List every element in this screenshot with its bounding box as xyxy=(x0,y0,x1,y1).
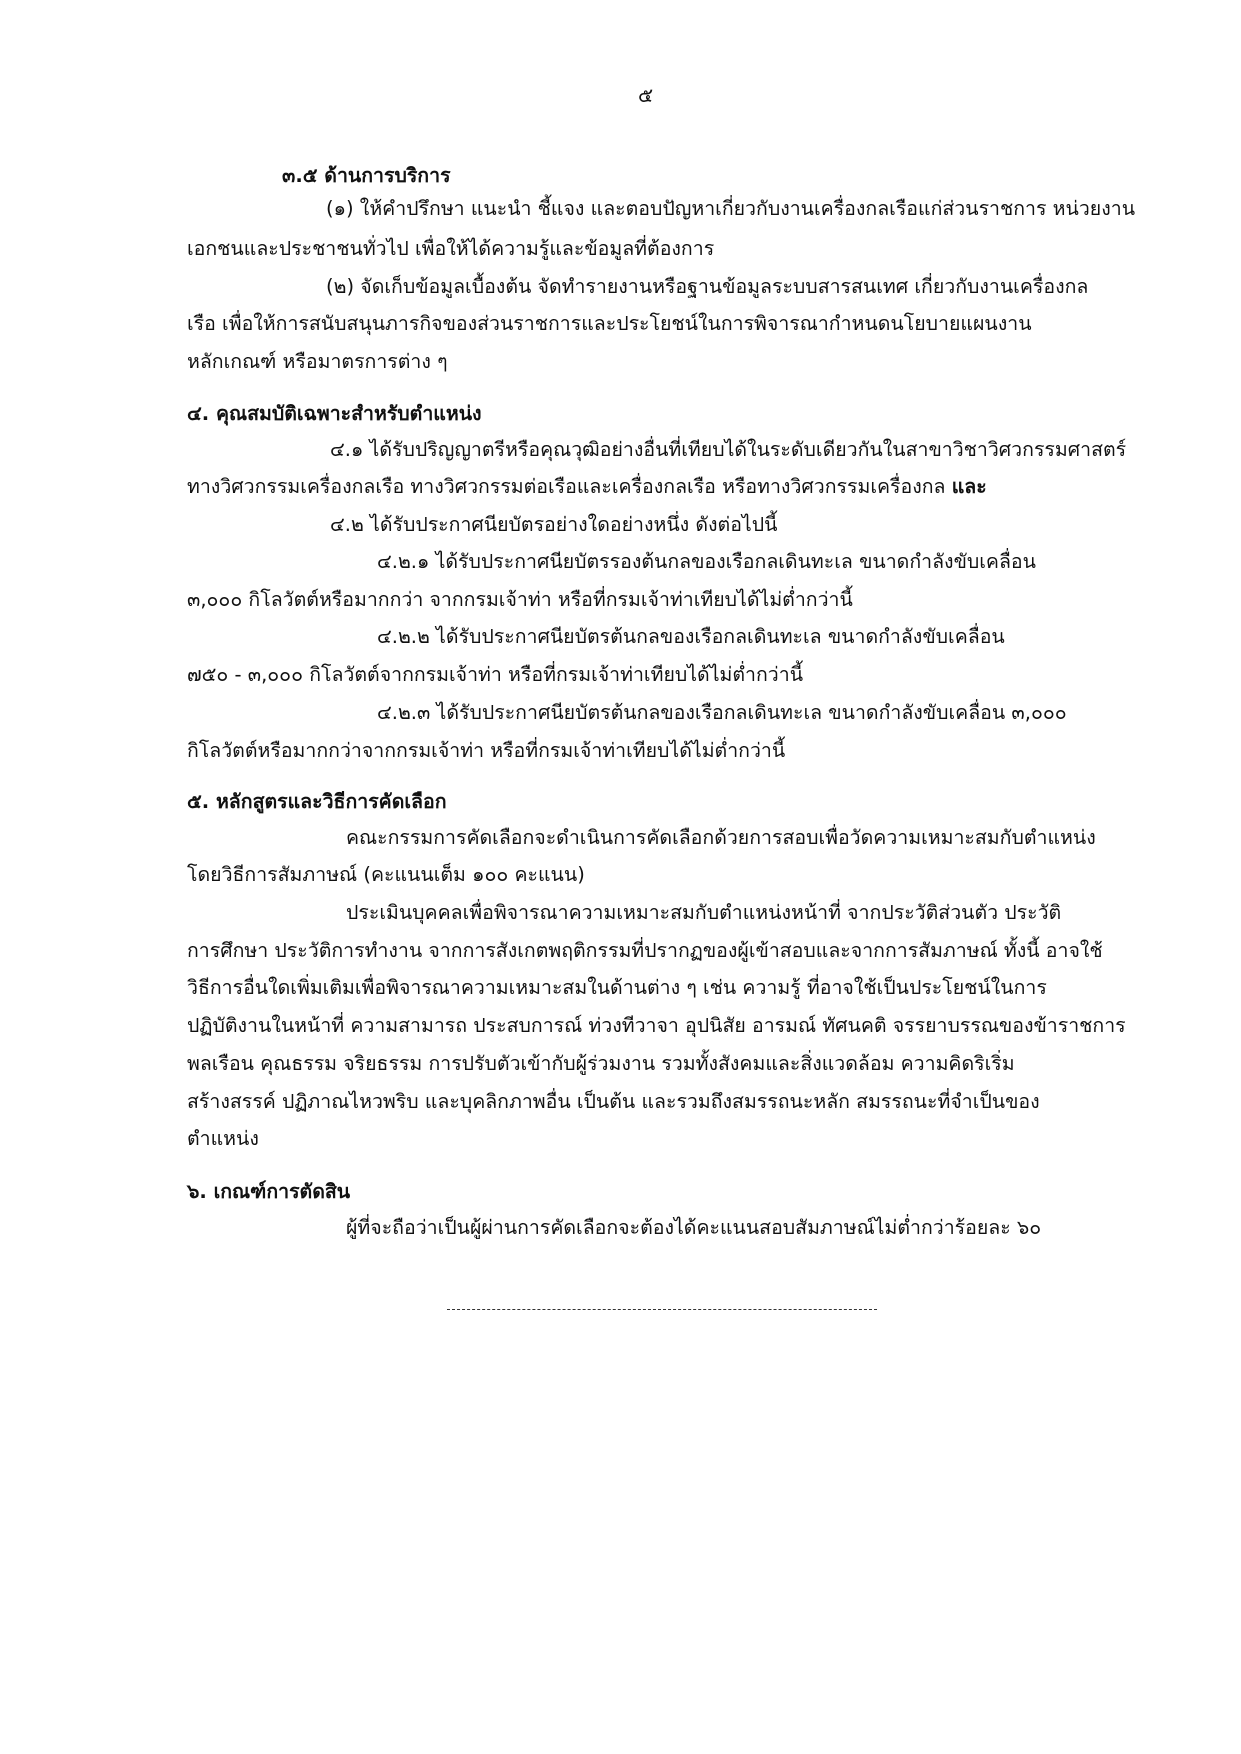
section-5-para-1-line-1: คณะกรรมการคัดเลือกจะดำเนินการคัดเลือกด้วยการสอบเพื่อวัดความเหมาะสมกับตำแหน่ง xyxy=(346,826,1096,849)
section-5-para-2-line-7: ตำแหน่ง xyxy=(187,1127,259,1150)
section-4-heading: ๔. คุณสมบัติเฉพาะสำหรับตำแหน่ง xyxy=(187,402,482,425)
section-4-2: ๔.๒ ได้รับประกาศนียบัตรอย่างใดอย่างหนึ่ง ดังต่อไปนี้ xyxy=(330,513,778,536)
page-number: ๕ xyxy=(638,83,654,107)
section-4-1-line-2-wrap xyxy=(187,472,987,502)
section-6-text: ผู้ที่จะถือว่าเป็นผู้ผ่านการคัดเลือกจะต้องได้คะแนนสอบสัมภาษณ์ไม่ต่ำกว่าร้อยละ ๖๐ xyxy=(346,1216,1042,1239)
section-3-5-item-1-line-1: (๑) ให้คำปรึกษา แนะนำ ชี้แจง และตอบปัญหาเกี่ยวกับงานเครื่องกลเรือแก่ส่วนราชการ หน่วยงาน xyxy=(326,197,1136,220)
section-5-para-1-line-2: โดยวิธีการสัมภาษณ์ (คะแนนเต็ม ๑๐๐ คะแนน) xyxy=(187,863,585,886)
section-6-heading: ๖. เกณฑ์การตัดสิน xyxy=(187,1180,351,1203)
section-5-heading: ๕. หลักสูตรและวิธีการคัดเลือก xyxy=(187,790,447,813)
section-4-2-3-line-2: กิโลวัตต์หรือมากกว่าจากกรมเจ้าท่า หรือที่กรมเจ้าท่าเทียบได้ไม่ต่ำกว่านี้ xyxy=(187,739,786,762)
section-4-1-line-2: ทางวิศวกรรมเครื่องกลเรือ ทางวิศวกรรมต่อเรือและเครื่องกลเรือ หรือทางวิศวกรรมเครื่องกล xyxy=(187,475,946,498)
section-4-1-line-1: ๔.๑ ได้รับปริญญาตรีหรือคุณวุฒิอย่างอื่นที่เทียบได้ในระดับเดียวกันในสาขาวิชาวิศวกรรมศาสตร์ xyxy=(330,438,1127,461)
section-3-5-heading: ๓.๕ ด้านการบริการ xyxy=(282,164,451,187)
section-3-5-item-2-line-3: หลักเกณฑ์ หรือมาตรการต่าง ๆ xyxy=(187,350,448,373)
section-5-para-2-line-2: การศึกษา ประวัติการทำงาน จากการสังเกตพฤติกรรมที่ปรากฏของผู้เข้าสอบและจากการสัมภาษณ์ ทั้งนี้ อาจใช้ xyxy=(187,939,1103,962)
section-3-5-item-2-line-2: เรือ เพื่อให้การสนับสนุนภารกิจของส่วนราชการและประโยชน์ในการพิจารณากำหนดนโยบายแผนงาน xyxy=(187,312,1032,335)
section-3-5-item-1-line-2: เอกชนและประชาชนทั่วไป เพื่อให้ได้ความรู้และข้อมูลที่ต้องการ xyxy=(187,237,715,260)
section-3-5-item-2-line-1: (๒) จัดเก็บข้อมูลเบื้องต้น จัดทำรายงานหรือฐานข้อมูลระบบสารสนเทศ เกี่ยวกับงานเครื่องกล xyxy=(326,275,1089,298)
section-4-2-1-line-1: ๔.๒.๑ ได้รับประกาศนียบัตรรองต้นกลของเรือกลเดินทะเล ขนาดกำลังขับเคลื่อน xyxy=(377,550,1036,573)
section-5-para-2-line-3: วิธีการอื่นใดเพิ่มเติมเพื่อพิจารณาความเหมาะสมในด้านต่าง ๆ เช่น ความรู้ ที่อาจใช้เป็นประโยชน์ในการ xyxy=(187,976,1047,999)
section-4-1-and: และ xyxy=(951,475,987,498)
section-4-2-3-line-1: ๔.๒.๓ ได้รับประกาศนียบัตรต้นกลของเรือกลเดินทะเล ขนาดกำลังขับเคลื่อน ๓,๐๐๐ xyxy=(377,701,1067,724)
section-5-para-2-line-1: ประเมินบุคคลเพื่อพิจารณาความเหมาะสมกับตำแหน่งหน้าที่ จากประวัติส่วนตัว ประวัติ xyxy=(346,901,1062,924)
section-5-para-2-line-5: พลเรือน คุณธรรม จริยธรรม การปรับตัวเข้ากับผู้ร่วมงาน รวมทั้งสังคมและสิ่งแวดล้อม ความคิดริเริ่ม xyxy=(187,1052,1015,1075)
section-4-2-2-line-1: ๔.๒.๒ ได้รับประกาศนียบัตรต้นกลของเรือกลเดินทะเล ขนาดกำลังขับเคลื่อน xyxy=(377,625,1005,648)
end-of-document-dashed-line xyxy=(447,1309,877,1310)
section-4-2-1-line-2: ๓,๐๐๐ กิโลวัตต์หรือมากกว่า จากกรมเจ้าท่า หรือที่กรมเจ้าท่าเทียบได้ไม่ต่ำกว่านี้ xyxy=(187,588,853,611)
section-5-para-2-line-4: ปฏิบัติงานในหน้าที่ ความสามารถ ประสบการณ์ ท่วงทีวาจา อุปนิสัย อารมณ์ ทัศนคติ จรรยาบรรณของข้าราชการ xyxy=(187,1014,1126,1037)
section-5-para-2-line-6: สร้างสรรค์ ปฏิภาณไหวพริบ และบุคลิกภาพอื่น เป็นต้น และรวมถึงสมรรถนะหลัก สมรรถนะที่จำเป็นของ xyxy=(187,1090,1040,1113)
section-4-2-2-line-2: ๗๕๐ - ๓,๐๐๐ กิโลวัตต์จากกรมเจ้าท่า หรือที่กรมเจ้าท่าเทียบได้ไม่ต่ำกว่านี้ xyxy=(187,663,804,686)
